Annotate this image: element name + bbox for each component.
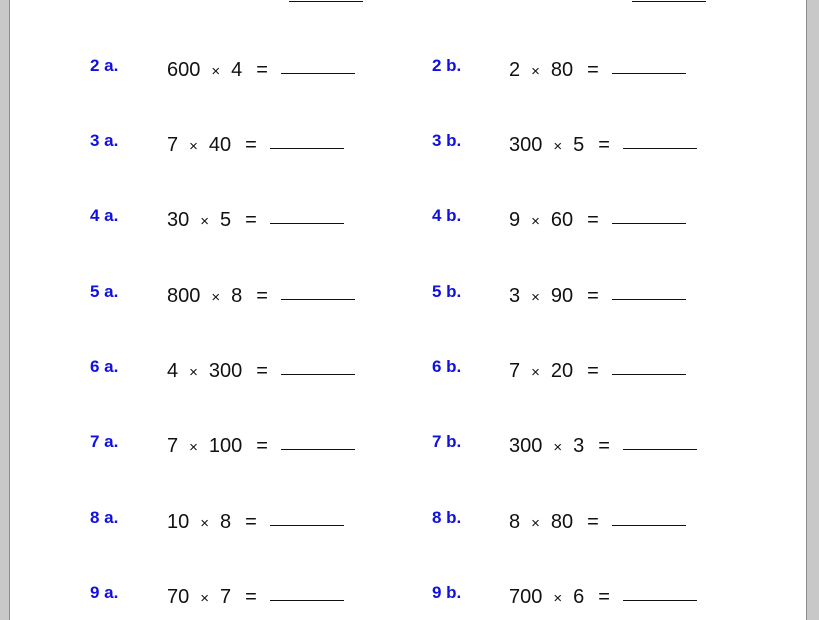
factor-1: 3 — [509, 285, 521, 307]
times-sign: × — [200, 213, 210, 230]
factor-1: 2 — [509, 59, 521, 81]
problem-label: 5 b. — [432, 282, 462, 301]
answer-blank[interactable] — [612, 53, 686, 74]
problem-7b — [509, 431, 697, 455]
equals-sign: = — [598, 134, 610, 156]
answer-blank[interactable] — [612, 279, 686, 300]
equals-sign: = — [245, 511, 257, 533]
problem-6a — [167, 356, 355, 380]
factor-1: 800 — [167, 285, 201, 307]
factor-2: 4 — [231, 59, 243, 81]
factor-1: 7 — [167, 134, 179, 156]
times-sign: × — [531, 364, 540, 381]
times-sign: × — [189, 138, 198, 155]
factor-2: 3 — [573, 435, 585, 457]
problem-label: 6 b. — [432, 357, 462, 376]
factor-2: 5 — [220, 209, 232, 231]
factor-2: 8 — [231, 285, 243, 307]
problem-8a — [167, 507, 344, 531]
factor-1: 600 — [167, 59, 201, 81]
answer-blank[interactable] — [270, 580, 344, 601]
factor-2: 7 — [220, 586, 232, 608]
times-sign: × — [200, 515, 210, 532]
problem-label: 5 a. — [90, 282, 119, 301]
problem-5b — [509, 281, 686, 305]
times-sign: × — [531, 289, 540, 306]
equals-sign: = — [256, 360, 268, 382]
problem-label: 2 b. — [432, 56, 462, 75]
problem-label: 7 b. — [432, 432, 462, 451]
problem-4a — [167, 205, 344, 229]
answer-blank[interactable] — [281, 429, 355, 450]
problem-8b — [509, 507, 686, 531]
factor-2: 8 — [220, 511, 232, 533]
problem-label: 6 a. — [90, 357, 119, 376]
answer-blank[interactable] — [623, 128, 697, 149]
equals-sign: = — [245, 586, 257, 608]
factor-2: 80 — [550, 59, 574, 81]
factor-2: 80 — [550, 511, 574, 533]
equals-sign: = — [245, 209, 257, 231]
answer-blank[interactable] — [270, 128, 344, 149]
problem-4b — [509, 205, 686, 229]
answer-blank[interactable] — [281, 53, 355, 74]
equals-sign: = — [587, 209, 599, 231]
problem-9b — [509, 582, 697, 606]
times-sign: × — [553, 138, 563, 155]
times-sign: × — [189, 439, 198, 456]
factor-2: 100 — [208, 435, 243, 457]
answer-blank[interactable] — [612, 354, 686, 375]
factor-2: 40 — [208, 134, 232, 156]
answer-blank-1b[interactable] — [632, 0, 706, 2]
answer-blank[interactable] — [612, 203, 686, 224]
times-sign: × — [200, 590, 210, 607]
problem-label: 4 b. — [432, 206, 462, 225]
equals-sign: = — [256, 285, 268, 307]
factor-1: 300 — [509, 435, 543, 457]
factor-1: 30 — [167, 209, 190, 231]
factor-1: 70 — [167, 586, 190, 608]
factor-1: 8 — [509, 511, 521, 533]
problem-2a — [167, 55, 355, 79]
times-sign: × — [531, 515, 540, 532]
problem-2b — [509, 55, 686, 79]
equals-sign: = — [587, 511, 599, 533]
factor-2: 20 — [550, 360, 574, 382]
problem-label: 4 a. — [90, 206, 119, 225]
times-sign: × — [211, 63, 221, 80]
problem-7a — [167, 431, 355, 455]
equals-sign: = — [598, 435, 610, 457]
factor-2: 60 — [550, 209, 574, 231]
problem-3a — [167, 130, 344, 154]
answer-blank[interactable] — [281, 354, 355, 375]
answer-blank[interactable] — [281, 279, 355, 300]
equals-sign: = — [598, 586, 610, 608]
factor-1: 700 — [509, 586, 543, 608]
answer-blank[interactable] — [270, 203, 344, 224]
problem-label: 7 a. — [90, 432, 119, 451]
equals-sign: = — [256, 435, 268, 457]
answer-blank-1a[interactable] — [289, 0, 363, 2]
right-scroll-margin — [806, 0, 819, 620]
problem-label: 3 a. — [90, 131, 119, 150]
times-sign: × — [553, 590, 563, 607]
problem-label: 9 b. — [432, 583, 462, 602]
answer-blank[interactable] — [623, 429, 697, 450]
equals-sign: = — [587, 285, 599, 307]
problem-label: 2 a. — [90, 56, 119, 75]
factor-1: 7 — [167, 435, 179, 457]
answer-blank[interactable] — [623, 580, 697, 601]
left-page-margin — [0, 0, 10, 620]
factor-1: 4 — [167, 360, 179, 382]
factor-2: 300 — [208, 360, 243, 382]
worksheet-page — [10, 0, 806, 620]
problem-label: 9 a. — [90, 583, 119, 602]
times-sign: × — [531, 213, 540, 230]
problem-label: 8 b. — [432, 508, 462, 527]
factor-1: 7 — [509, 360, 521, 382]
equals-sign: = — [587, 360, 599, 382]
problem-label: 8 a. — [90, 508, 119, 527]
problem-5a — [167, 281, 355, 305]
times-sign: × — [189, 364, 198, 381]
factor-1: 10 — [167, 511, 190, 533]
times-sign: × — [531, 63, 540, 80]
times-sign: × — [211, 289, 221, 306]
problem-3b — [509, 130, 697, 154]
answer-blank[interactable] — [270, 505, 344, 526]
equals-sign: = — [587, 59, 599, 81]
factor-2: 5 — [573, 134, 585, 156]
factor-2: 90 — [550, 285, 574, 307]
factor-1: 9 — [509, 209, 521, 231]
factor-1: 300 — [509, 134, 543, 156]
equals-sign: = — [256, 59, 268, 81]
factor-2: 6 — [573, 586, 585, 608]
answer-blank[interactable] — [612, 505, 686, 526]
equals-sign: = — [245, 134, 257, 156]
times-sign: × — [553, 439, 563, 456]
problem-label: 3 b. — [432, 131, 462, 150]
problem-6b — [509, 356, 686, 380]
problem-9a — [167, 582, 344, 606]
